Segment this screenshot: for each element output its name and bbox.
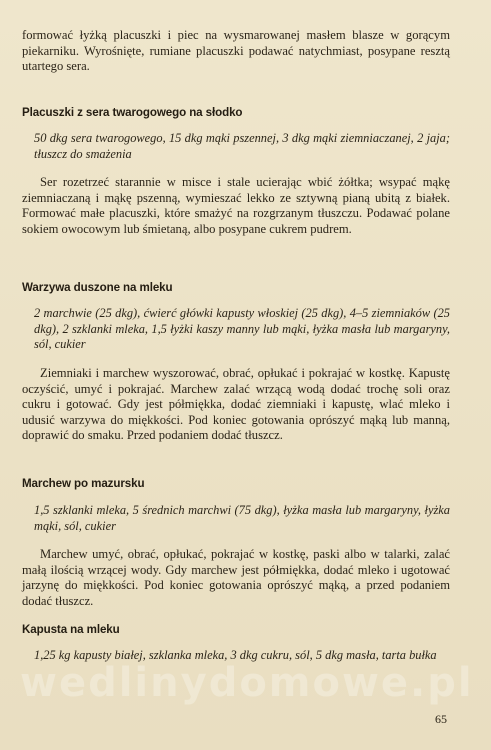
recipe-3-method-block — [22, 547, 450, 609]
recipe-3-method: Marchew umyć, obrać, opłukać, pokrajać w kostkę, paski albo w talarki, zalać małą ilością wrzącej wody. Gdy marchew jest półmiękka, dodać mleko i ugotować jarzynę do miękkości. Pod koniec gotowania oprószyć mąką, a przed podaniem dodać tłuszcz. — [22, 547, 450, 608]
recipe-4 — [22, 623, 450, 636]
watermark: wedlinydomowe.pl — [20, 660, 474, 706]
recipe-1 — [22, 106, 450, 119]
recipe-1-ingredients: 50 dkg sera twarogowego, 15 dkg mąki pszennej, 3 dkg mąki ziemniaczanej, 2 jaja; tłuszcz do smażenia — [34, 131, 450, 161]
recipe-1-method-block — [22, 175, 450, 237]
recipe-1-title: Placuszki z sera twarogowego na słodko — [22, 106, 243, 119]
recipe-4-ingredients-block — [22, 648, 450, 664]
recipe-3-ingredients: 1,5 szklanki mleka, 5 średnich marchwi (75 dkg), łyżka masła lub margaryny, łyżka mąki, sól, cukier — [34, 503, 450, 533]
recipe-2-ingredients-block — [22, 306, 450, 353]
recipe-1-method: Ser rozetrzeć starannie w misce i stale ucierając wbić żółtka; wsypać mąkę ziemniaczaną i mąkę pszenną, wymieszać lekko ze sztywną pianą ubitą z białek. Formować małe placuszki, które smażyć na rozgrzanym tłuszczu. Podawać polane sokiem owocowym lub śmietaną, albo posypane cukrem pudrem. — [22, 175, 450, 236]
recipe-2 — [22, 281, 450, 294]
intro-paragraph-block — [22, 28, 450, 75]
recipe-2-title: Warzywa duszone na mleku — [22, 281, 173, 294]
recipe-3-title: Marchew po mazursku — [22, 477, 145, 490]
recipe-3 — [22, 477, 450, 490]
recipe-1-ingredients-block — [22, 131, 450, 162]
recipe-2-method: Ziemniaki i marchew wyszorować, obrać, opłukać i pokrajać w kostkę. Kapustę oczyścić, umyć i pokrajać. Marchew zalać wrzącą wodą dodać trochę soli oraz cukru i gotować. Gdy jest półmiękka, dodać ziemniaki i kapustę, wlać mleko i udusić warzywa do miękkości. Pod koniec gotowania oprószyć mąką lub manną, doprawić do smaku. Przed podaniem dodać tłuszcz. — [22, 366, 450, 443]
recipe-3-ingredients-block — [22, 503, 450, 534]
recipe-2-ingredients: 2 marchwie (25 dkg), ćwierć główki kapusty włoskiej (25 dkg), 4–5 ziemniaków (25 dkg), 2 szklanki mleka, 1,5 łyżki kaszy manny lub mąki, łyżka masła lub margaryny, sól, cukier — [34, 306, 450, 352]
recipe-4-ingredients: 1,25 kg kapusty białej, szklanka mleka, 3 dkg cukru, sól, 5 dkg masła, tarta bułka — [34, 648, 437, 662]
recipe-2-method-block — [22, 366, 450, 444]
intro-paragraph: formować łyżką placuszki i piec na wysmarowanej masłem blasze w gorącym piekarniku. Wyrośnięte, rumiane placuszki podawać natychmiast, posypane resztą utartego sera. — [22, 28, 450, 74]
page-number: 65 — [435, 712, 447, 726]
recipe-4-title: Kapusta na mleku — [22, 623, 120, 636]
